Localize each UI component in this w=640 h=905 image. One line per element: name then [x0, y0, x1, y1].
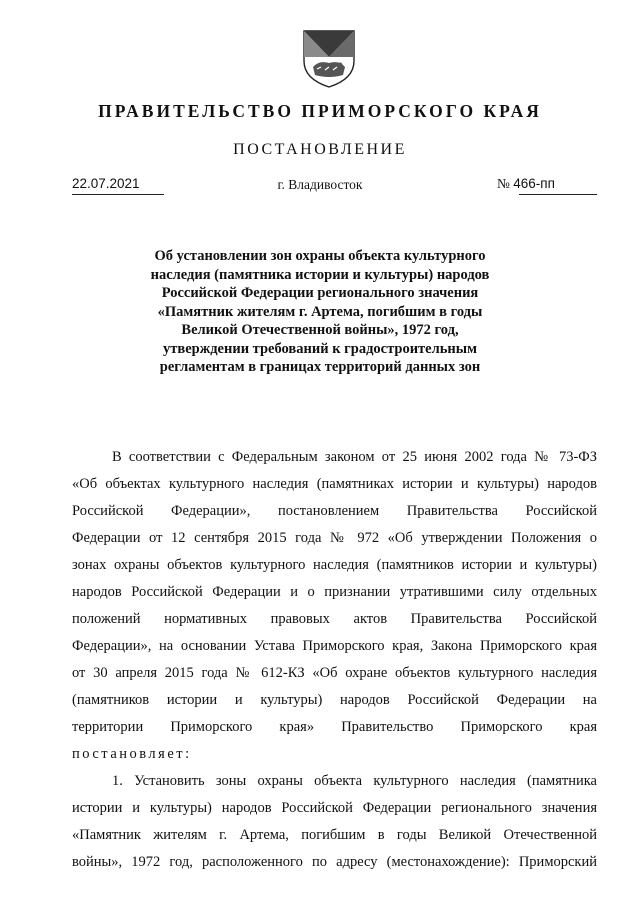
- document-number: [497, 176, 555, 192]
- document-type: ПОСТАНОВЛЕНИЕ: [233, 141, 407, 158]
- body-line-resolves: постановляет:: [72, 746, 192, 762]
- coat-of-arms-icon: [299, 27, 359, 89]
- body-line: истории и культуры) народов Российской Федерации регионального значения: [72, 800, 597, 816]
- body-line: В соответствии с Федеральным законом от 25 июня 2002 года № 73-ФЗ: [112, 449, 597, 465]
- body-line: (памятников истории и культуры) народов Российской Федерации на: [72, 692, 597, 708]
- body-line: Российской Федерации», постановлением Правительства Российской: [72, 503, 597, 519]
- body-line: положений нормативных правовых актов Правительства Российской: [72, 611, 597, 627]
- number-prefix: №: [497, 176, 510, 191]
- body-line: народов Российской Федерации и о признании утратившими силу отдельных: [72, 584, 597, 600]
- body-line: 1. Установить зоны охраны объекта культурного наследия (памятника: [112, 773, 597, 789]
- subject-line: наследия (памятника истории и культуры) народов: [150, 266, 490, 283]
- subject-line: утверждении требований к градостроительным: [163, 340, 477, 357]
- number-underline: [519, 194, 597, 195]
- government-name: ПРАВИТЕЛЬСТВО ПРИМОРСКОГО КРАЯ: [98, 101, 542, 121]
- subject-line: Об установлении зон охраны объекта культурного: [154, 248, 486, 264]
- body-line: «Памятник жителям г. Артема, погибшим в годы Великой Отечественной: [72, 827, 597, 843]
- body-line: войны», 1972 год, расположенного по адресу (местонахождение): Приморский: [72, 854, 597, 870]
- document-date: 22.07.2021: [72, 176, 140, 191]
- body-line: Федерации от 12 сентября 2015 года № 972 «Об утверждении Положения о: [72, 530, 597, 546]
- body-line: «Об объектах культурного наследия (памятниках истории и культуры) народов: [72, 476, 597, 492]
- body-line: от 30 апреля 2015 года № 612-КЗ «Об охране объектов культурного наследия: [72, 665, 597, 681]
- body-line: территории Приморского края» Правительство Приморского края: [72, 719, 597, 735]
- body-line: Федерации», на основании Устава Приморского края, Закона Приморского края: [72, 638, 597, 654]
- document-subject: [120, 247, 520, 377]
- subject-line: Российской Федерации регионального значения: [161, 285, 479, 301]
- number-value: 466-пп: [513, 176, 555, 191]
- document-city: г. Владивосток: [277, 177, 363, 192]
- date-underline: [72, 194, 164, 195]
- subject-line: регламентам в границах территорий данных зон: [159, 359, 481, 375]
- subject-line: «Памятник жителям г. Артема, погибшим в годы: [157, 303, 483, 320]
- subject-line: Великой Отечественной войны», 1972 год,: [181, 322, 459, 338]
- body-line: зонах охраны объектов культурного наследия (памятников истории и культуры): [72, 557, 597, 573]
